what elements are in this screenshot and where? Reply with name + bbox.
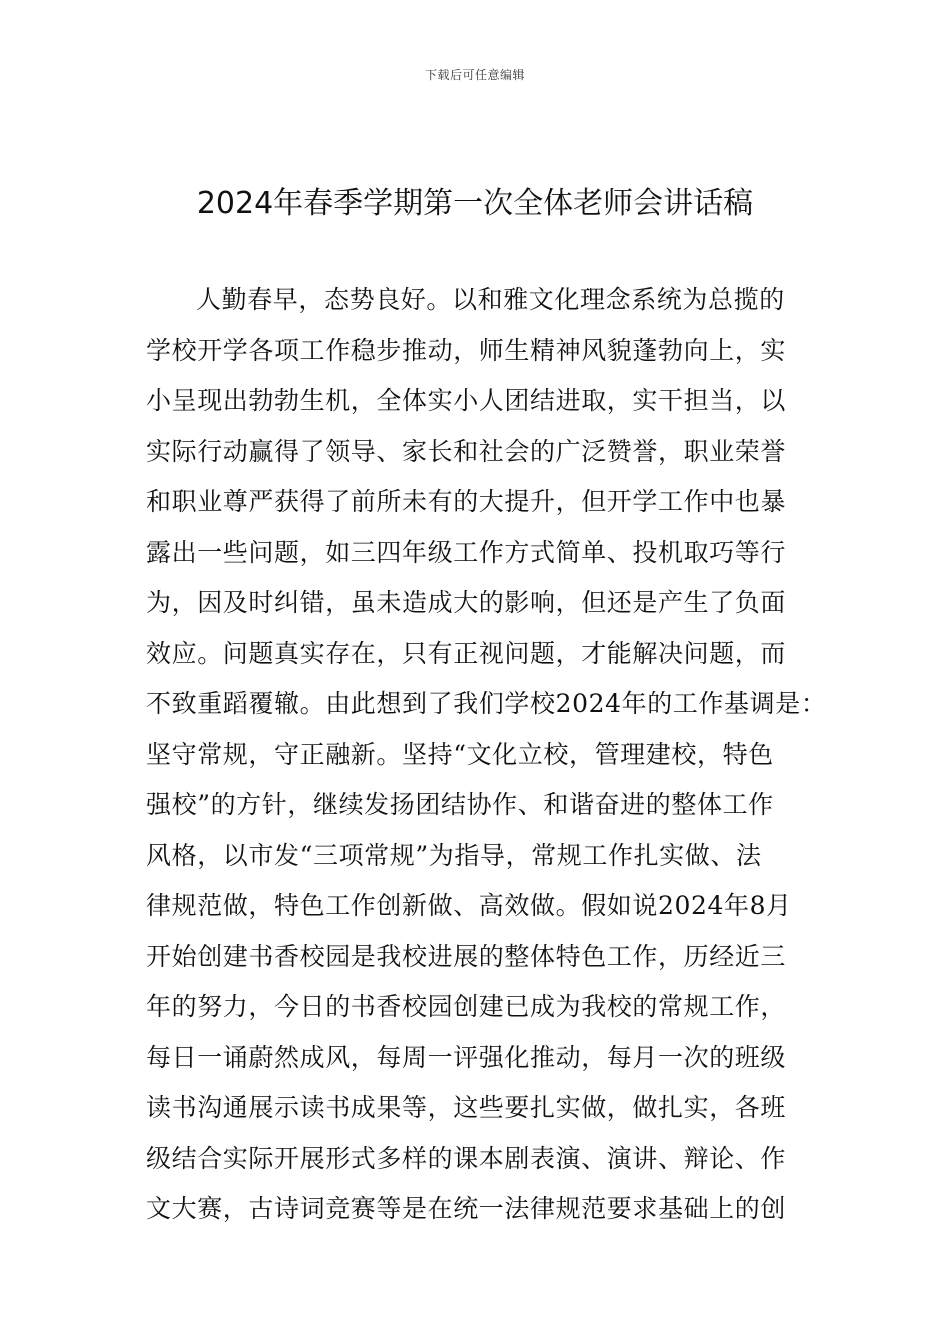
body-line: 实际行动赢得了领导、家长和社会的广泛赞誉，职业荣誉 [146,436,787,466]
body-line: 小呈现出勃勃生机，全体实小人团结进取，实干担当，以 [146,386,787,415]
body-line: 年的努力，今日的书香校园创建已成为我校的常规工作， [146,992,787,1021]
body-line: 级结合实际开展形式多样的课本剧表演、演讲、辩论、作 [146,1143,787,1173]
body-line: 不致重蹈覆辙。由此想到了我们学校2024年的工作基调是： [146,689,827,718]
body-line: 为，因及时纠错，虽未造成大的影响，但还是产生了负面 [146,588,787,617]
body-line: 风格，以市发“三项常规”为指导，常规工作扎实做、法 [146,840,762,870]
document-body [146,275,826,1235]
body-line: 人勤春早，态势良好。以和雅文化理念系统为总揽的 [196,285,785,314]
body-line: 开始创建书香校园是我校进展的整体特色工作，历经近三 [146,941,787,971]
body-line: 读书沟通展示读书成果等，这些要扎实做，做扎实，各班 [146,1093,787,1122]
document-title: 2024年春季学期第一次全体老师会讲话稿 [196,186,754,221]
body-line: 效应。问题真实存在，只有正视问题，才能解决问题，而 [146,638,787,668]
body-line: 露出一些问题，如三四年级工作方式简单、投机取巧等行 [146,537,787,567]
body-line: 每日一诵蔚然成风，每周一评强化推动，每月一次的班级 [146,1042,787,1072]
body-line: 和职业尊严获得了前所未有的大提升，但开学工作中也暴 [146,487,787,516]
body-line: 文大赛，古诗词竞赛等是在统一法律规范要求基础上的创 [146,1194,787,1223]
body-line: 强校”的方针，继续发扬团结协作、和谐奋进的整体工作 [146,790,774,819]
header-note: 下载后可任意编辑 [424,68,525,82]
body-line: 学校开学各项工作稳步推动，师生精神风貌蓬勃向上，实 [146,335,787,365]
body-line: 律规范做，特色工作创新做、高效做。假如说2024年8月 [146,891,792,920]
body-line: 坚守常规，守正融新。坚持“文化立校，管理建校，特色 [146,739,774,769]
